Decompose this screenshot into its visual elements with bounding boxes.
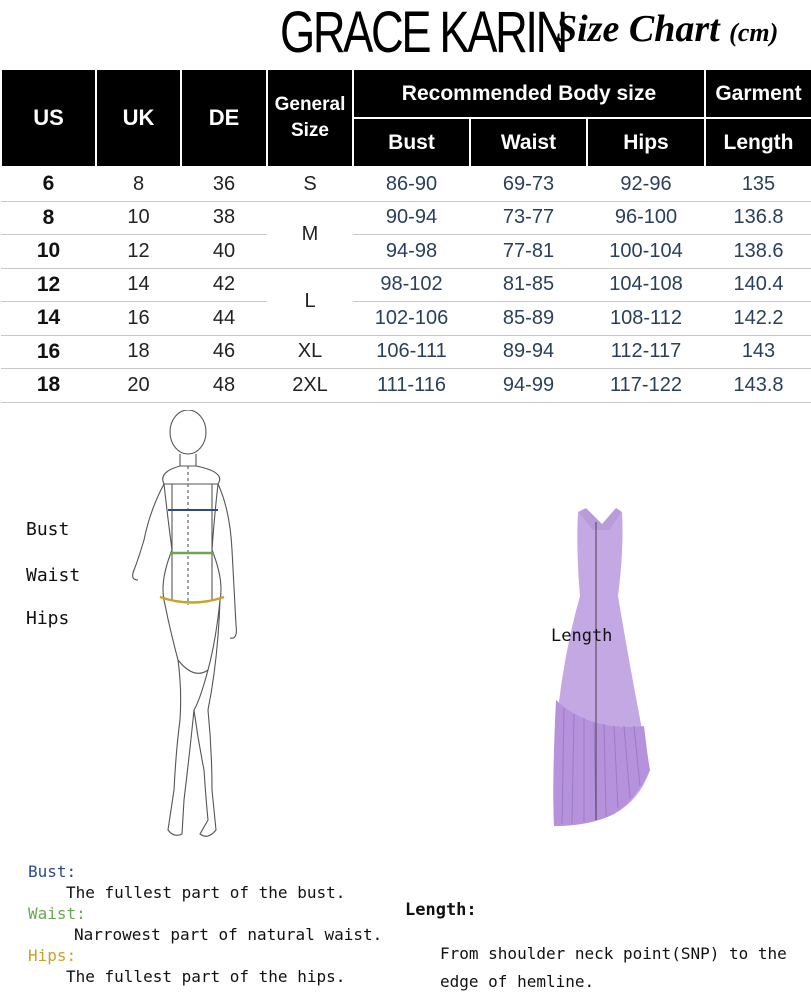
cell-us: 12 bbox=[1, 268, 96, 302]
label-hips: Hips bbox=[26, 608, 70, 629]
header-recommended-body-size: Recommended Body size bbox=[353, 69, 705, 118]
hips-definition-text: The fullest part of the hips. bbox=[66, 967, 346, 986]
length-definition-line1: From shoulder neck point(SNP) to the bbox=[440, 944, 787, 963]
cell-de: 40 bbox=[181, 235, 267, 269]
chart-unit: (cm) bbox=[729, 18, 779, 47]
cell-general: XL bbox=[267, 335, 353, 369]
cell-uk: 12 bbox=[96, 235, 181, 269]
cell-waist: 85-89 bbox=[470, 302, 587, 336]
brand-logo: GRACE KARIN bbox=[280, 0, 566, 65]
table-row bbox=[1, 235, 811, 269]
header-uk: UK bbox=[96, 69, 181, 167]
dress-illustration bbox=[540, 500, 660, 830]
cell-de: 44 bbox=[181, 302, 267, 336]
hips-measure-line bbox=[160, 597, 224, 603]
cell-general: M bbox=[267, 201, 353, 268]
body-outline bbox=[133, 410, 237, 836]
cell-length: 143 bbox=[705, 335, 811, 369]
cell-uk: 14 bbox=[96, 268, 181, 302]
dress-shape bbox=[553, 508, 650, 826]
cell-uk: 8 bbox=[96, 167, 181, 201]
header-waist: Waist bbox=[470, 118, 587, 167]
cell-de: 36 bbox=[181, 167, 267, 201]
header-bust: Bust bbox=[353, 118, 470, 167]
header-de: DE bbox=[181, 69, 267, 167]
cell-us: 8 bbox=[1, 201, 96, 235]
cell-bust: 111-116 bbox=[353, 369, 470, 403]
table-row bbox=[1, 302, 811, 336]
cell-hips: 112-117 bbox=[587, 335, 705, 369]
cell-waist: 77-81 bbox=[470, 235, 587, 269]
cell-general: 2XL bbox=[267, 369, 353, 403]
cell-us: 10 bbox=[1, 235, 96, 269]
header-general-line1: General bbox=[274, 94, 346, 115]
cell-waist: 94-99 bbox=[470, 369, 587, 403]
table-row bbox=[1, 201, 811, 235]
cell-de: 46 bbox=[181, 335, 267, 369]
table-row bbox=[1, 369, 811, 403]
cell-uk: 10 bbox=[96, 201, 181, 235]
cell-hips: 117-122 bbox=[587, 369, 705, 403]
chart-title-text: Size Chart bbox=[556, 8, 720, 50]
bust-definition-term: Bust: bbox=[28, 862, 77, 881]
cell-uk: 16 bbox=[96, 302, 181, 336]
cell-hips: 108-112 bbox=[587, 302, 705, 336]
cell-length: 135 bbox=[705, 167, 811, 201]
cell-uk: 18 bbox=[96, 335, 181, 369]
cell-hips: 96-100 bbox=[587, 201, 705, 235]
cell-length: 136.8 bbox=[705, 201, 811, 235]
chart-title bbox=[556, 4, 778, 54]
cell-length: 142.2 bbox=[705, 302, 811, 336]
cell-bust: 98-102 bbox=[353, 268, 470, 302]
cell-bust: 90-94 bbox=[353, 201, 470, 235]
cell-waist: 73-77 bbox=[470, 201, 587, 235]
cell-us: 6 bbox=[1, 167, 96, 201]
header-general-size bbox=[267, 69, 353, 167]
cell-waist: 81-85 bbox=[470, 268, 587, 302]
cell-general: S bbox=[267, 167, 353, 201]
header-general-line2: Size bbox=[290, 120, 330, 141]
length-definition-line2: edge of hemline. bbox=[440, 972, 595, 991]
table-row bbox=[1, 167, 811, 201]
cell-bust: 102-106 bbox=[353, 302, 470, 336]
header-hips: Hips bbox=[587, 118, 705, 167]
waist-definition-text: Narrowest part of natural waist. bbox=[74, 925, 383, 944]
body-figure-illustration bbox=[108, 410, 248, 840]
bust-definition-text: The fullest part of the bust. bbox=[66, 883, 346, 902]
waist-definition-term: Waist: bbox=[28, 904, 86, 923]
cell-us: 14 bbox=[1, 302, 96, 336]
label-bust: Bust bbox=[26, 519, 70, 540]
cell-de: 38 bbox=[181, 201, 267, 235]
hips-definition-term: Hips: bbox=[28, 946, 77, 965]
table-row bbox=[1, 335, 811, 369]
cell-bust: 86-90 bbox=[353, 167, 470, 201]
cell-bust: 106-111 bbox=[353, 335, 470, 369]
cell-de: 48 bbox=[181, 369, 267, 403]
table-row bbox=[1, 268, 811, 302]
label-waist: Waist bbox=[26, 565, 81, 586]
length-definition-term: Length: bbox=[405, 900, 477, 920]
header-us: US bbox=[1, 69, 96, 167]
cell-de: 42 bbox=[181, 268, 267, 302]
cell-waist: 69-73 bbox=[470, 167, 587, 201]
cell-us: 16 bbox=[1, 335, 96, 369]
cell-length: 138.6 bbox=[705, 235, 811, 269]
cell-waist: 89-94 bbox=[470, 335, 587, 369]
cell-general: L bbox=[267, 268, 353, 335]
cell-bust: 94-98 bbox=[353, 235, 470, 269]
size-table bbox=[0, 68, 811, 403]
label-length: Length bbox=[551, 626, 613, 646]
header-length: Length bbox=[705, 118, 811, 167]
cell-hips: 92-96 bbox=[587, 167, 705, 201]
cell-hips: 100-104 bbox=[587, 235, 705, 269]
cell-length: 140.4 bbox=[705, 268, 811, 302]
cell-length: 143.8 bbox=[705, 369, 811, 403]
cell-us: 18 bbox=[1, 369, 96, 403]
cell-uk: 20 bbox=[96, 369, 181, 403]
header-garment: Garment bbox=[705, 69, 811, 118]
cell-hips: 104-108 bbox=[587, 268, 705, 302]
